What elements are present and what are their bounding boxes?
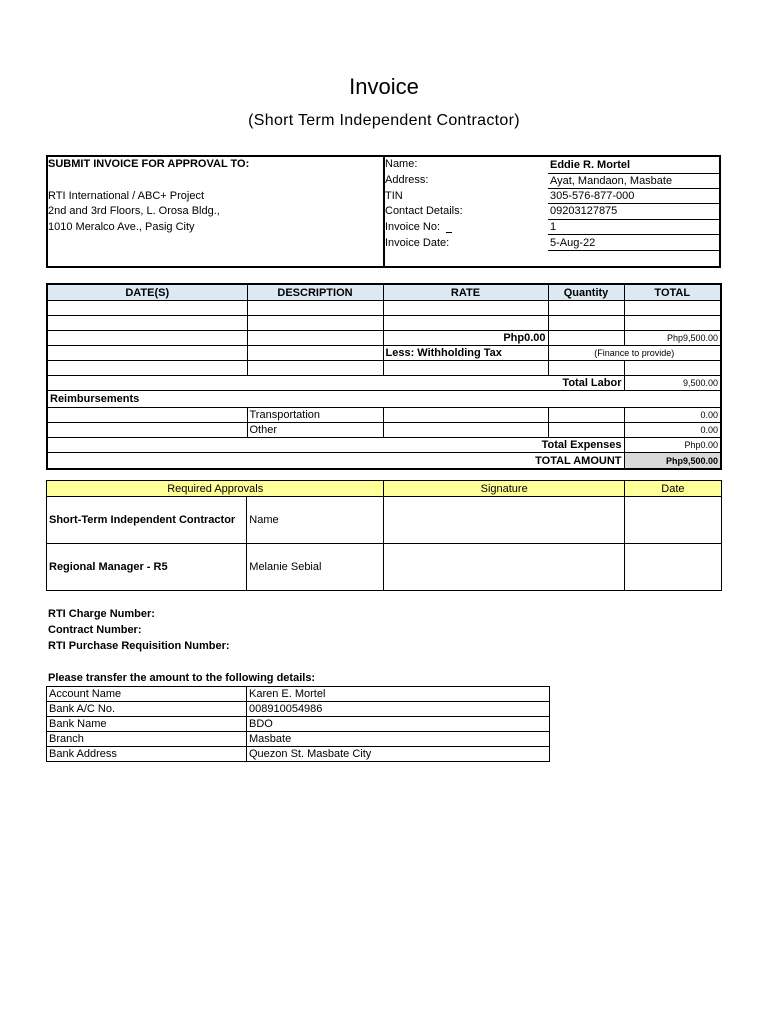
submit-heading: SUBMIT INVOICE FOR APPROVAL TO: (48, 158, 250, 170)
tin-label: TIN (385, 190, 403, 202)
tin-value: 305-576-877-000 (550, 190, 635, 202)
approvals-header-date: Date (624, 481, 721, 497)
table-row (47, 438, 721, 453)
name-label: Name: (385, 158, 418, 170)
field-line (548, 250, 721, 251)
table-row (47, 453, 721, 470)
col-header-quantity: Quantity (548, 284, 624, 301)
field-line (548, 234, 721, 235)
total-value: Php9,500.00 (624, 331, 721, 346)
submit-line-1: RTI International / ABC+ Project (48, 190, 205, 202)
withholding-tax-label: Less: Withholding Tax (383, 346, 548, 361)
invoice-date-value: 5-Aug-22 (550, 237, 596, 249)
signature-cell[interactable] (384, 544, 624, 591)
bank-value: 008910054986 (247, 702, 550, 717)
bank-value: Quezon St. Masbate City (247, 747, 550, 762)
invoice-subtitle: (Short Term Independent Contractor) (248, 112, 520, 129)
field-line (548, 203, 721, 204)
bank-label: Account Name (47, 687, 247, 702)
bank-heading: Please transfer the amount to the following details: (48, 672, 316, 684)
bank-label: Bank Address (47, 747, 247, 762)
contact-value: 09203127875 (550, 205, 618, 217)
table-row (47, 732, 550, 747)
bank-label: Bank A/C No. (47, 702, 247, 717)
table-row (47, 316, 721, 331)
rate-value: Php0.00 (383, 331, 548, 346)
table-row (47, 702, 550, 717)
line-items-table (46, 283, 722, 470)
invoice-date-label: Invoice Date: (385, 237, 450, 249)
field-line (548, 188, 721, 189)
other-value: 0.00 (624, 423, 721, 438)
total-labor-label: Total Labor (47, 376, 624, 391)
bank-value: BDO (247, 717, 550, 732)
table-row (47, 717, 550, 732)
table-row (47, 391, 721, 408)
table-row (47, 301, 721, 316)
invoice-title: Invoice (349, 74, 419, 99)
bank-value: Masbate (247, 732, 550, 747)
table-row (47, 687, 550, 702)
total-amount-label: TOTAL AMOUNT (47, 453, 624, 470)
date-cell[interactable] (624, 544, 721, 591)
other-label: Other (247, 423, 383, 438)
field-line (548, 219, 721, 220)
finance-note: (Finance to provide) (548, 346, 721, 361)
invoice-no-value: 1 (550, 221, 557, 233)
invoice-no-label: Invoice No: (385, 221, 441, 233)
approvals-table (46, 480, 722, 591)
submit-line-3: 1010 Meralco Ave., Pasig City (48, 221, 195, 233)
approval-role: Regional Manager - R5 (47, 544, 247, 591)
name-value: Eddie R. Mortel (550, 159, 631, 171)
total-expenses-value: Php0.00 (624, 438, 721, 453)
total-expenses-label: Total Expenses (47, 438, 624, 453)
invoice-no-underscore (446, 232, 452, 233)
col-header-rate: RATE (383, 284, 548, 301)
table-row (47, 423, 721, 438)
col-header-dates: DATE(S) (47, 284, 247, 301)
approvals-header-signature: Signature (384, 481, 624, 497)
address-value: Ayat, Mandaon, Masbate (550, 175, 673, 187)
address-label: Address: (385, 174, 429, 186)
approval-role: Short-Term Independent Contractor (47, 497, 247, 544)
col-header-total: TOTAL (624, 284, 721, 301)
table-row (47, 408, 721, 423)
bank-value: Karen E. Mortel (247, 687, 550, 702)
transportation-value: 0.00 (624, 408, 721, 423)
table-row (47, 376, 721, 391)
approval-row (47, 544, 722, 591)
reimbursements-label: Reimbursements (47, 391, 721, 408)
table-header-row (47, 284, 721, 301)
charge-number-label: RTI Charge Number: (48, 608, 155, 620)
table-row (47, 331, 721, 346)
approval-name: Melanie Sebial (247, 544, 384, 591)
table-row (47, 346, 721, 361)
table-row (47, 361, 721, 376)
bank-label: Bank Name (47, 717, 247, 732)
signature-cell[interactable] (384, 497, 624, 544)
contact-label: Contact Details: (385, 205, 463, 217)
contract-number-label: Contract Number: (48, 624, 142, 636)
bank-details-table (46, 686, 550, 762)
approval-row (47, 497, 722, 544)
approval-name: Name (247, 497, 384, 544)
transportation-label: Transportation (247, 408, 383, 423)
total-labor-value: 9,500.00 (624, 376, 721, 391)
requisition-number-label: RTI Purchase Requisition Number: (48, 640, 230, 652)
table-row (47, 747, 550, 762)
approvals-header-required: Required Approvals (47, 481, 384, 497)
bank-label: Branch (47, 732, 247, 747)
date-cell[interactable] (624, 497, 721, 544)
total-amount-value: Php9,500.00 (624, 453, 721, 470)
col-header-description: DESCRIPTION (247, 284, 383, 301)
field-line (548, 173, 721, 174)
approvals-header-row (47, 481, 722, 497)
submit-line-2: 2nd and 3rd Floors, L. Orosa Bldg., (48, 205, 220, 217)
